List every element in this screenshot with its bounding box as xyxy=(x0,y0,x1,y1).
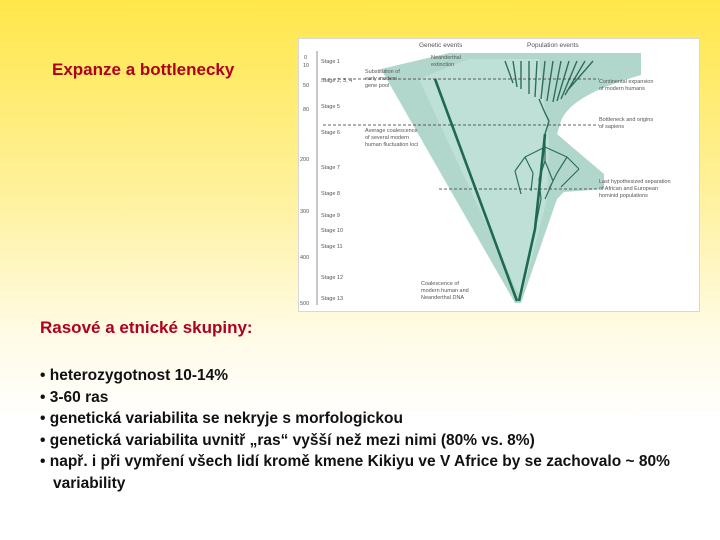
annotation-average-coalescence: human fluctuation loci xyxy=(365,142,419,148)
annotation-bottleneck: Bottleneck and origins xyxy=(599,117,654,123)
stage-label: Stage 7 xyxy=(321,165,340,171)
annotation-average-coalescence: of several modern xyxy=(365,135,410,141)
annotation-coalescence-dna: Neanderthal DNA xyxy=(421,295,465,301)
stage-label: Stage 11 xyxy=(321,244,343,250)
axis-tick: 500 xyxy=(300,301,310,307)
bullet-item: • genetická variabilita se nekryje s morfologickou xyxy=(40,408,680,430)
bullet-item: • 3-60 ras xyxy=(40,387,680,409)
annotation-substitution: early modern xyxy=(365,76,398,82)
header-genetic-events: Genetic events xyxy=(419,42,463,49)
bullet-item: • heterozygotnost 10-14% xyxy=(40,365,680,387)
annotation-continental-expansion: Continental expansion xyxy=(599,79,654,85)
stage-label: Stage 10 xyxy=(321,228,344,234)
stage-label: Stage 8 xyxy=(321,191,340,197)
stage-label: Stage 12 xyxy=(321,275,344,281)
annotation-bottleneck: of sapiens xyxy=(599,124,625,130)
axis-tick: 200 xyxy=(300,157,310,163)
axis-tick: 10 xyxy=(303,63,310,69)
annotation-separation: of African and European xyxy=(599,186,659,192)
bullet-item: • např. i při vymření všech lidí kromě kmene Kikiyu ve V Africe by se zachovalo ~ 80% variability xyxy=(40,451,680,494)
stage-label: Stage 13 xyxy=(321,296,344,302)
slide-title: Expanze a bottlenecky xyxy=(52,60,235,79)
annotation-coalescence-dna: Coalescence of xyxy=(421,281,459,287)
stage-label: Stage 5 xyxy=(321,104,340,110)
inner-band xyxy=(419,59,549,299)
stage-label: Stage 1 xyxy=(321,59,340,65)
annotation-average-coalescence: Average coalescence xyxy=(365,128,418,134)
annotation-separation: Last hypothesized separation xyxy=(599,179,671,185)
bullet-item: • genetická variabilita uvnitř „ras“ vyšší než mezi nimi (80% vs. 8%) xyxy=(40,430,680,452)
stage-label: Stage 6 xyxy=(321,130,340,136)
axis-tick: 50 xyxy=(303,83,310,89)
evolution-diagram xyxy=(299,39,699,311)
axis-tick: 400 xyxy=(300,255,310,261)
annotation-substitution: gene pool xyxy=(365,83,390,89)
annotation-substitution: Substitution of xyxy=(365,69,400,75)
annotation-continental-expansion: of modern humans xyxy=(599,86,645,92)
axis-tick: 80 xyxy=(303,107,310,113)
stage-label: Stage 9 xyxy=(321,213,340,219)
section-subtitle: Rasové a etnické skupiny: xyxy=(40,318,253,337)
annotation-neanderthal-extinction: extinction xyxy=(431,62,455,68)
annotation-coalescence-dna: modern human and xyxy=(421,288,469,294)
annotation-neanderthal-extinction: Neanderthal xyxy=(431,55,461,61)
axis-tick: 300 xyxy=(300,209,310,215)
evolution-diagram-figure xyxy=(298,38,700,312)
stage-label: Stage 2, 3, 4 xyxy=(321,78,353,84)
annotation-separation: hominid populations xyxy=(599,193,648,199)
bullet-list xyxy=(40,365,680,494)
header-population-events: Population events xyxy=(527,42,579,49)
axis-tick: 0 xyxy=(304,55,308,61)
